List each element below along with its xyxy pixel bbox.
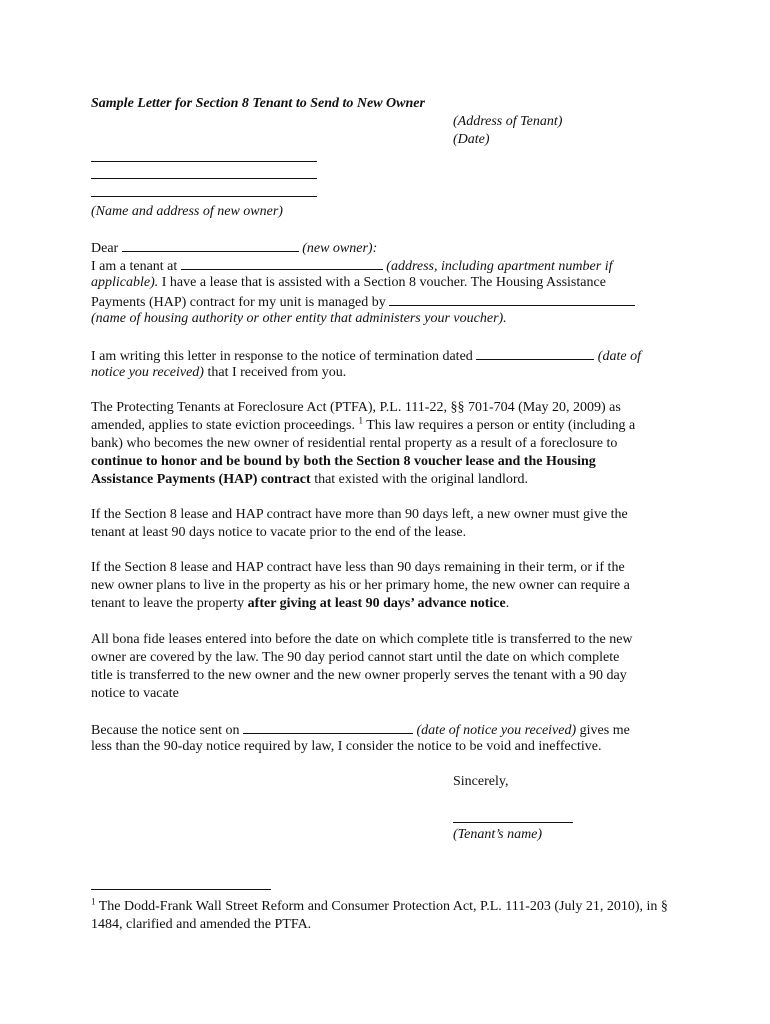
salutation-new-owner: (new owner): bbox=[302, 241, 378, 256]
tenant-address-label: (Address of Tenant) bbox=[453, 114, 563, 129]
less-90-period: . bbox=[505, 596, 510, 611]
intro-tenant-at: I am a tenant at bbox=[91, 259, 178, 274]
bona-fide-line-1: All bona fide leases entered into before the date on which complete title is transferred to the new bbox=[91, 632, 633, 647]
intro-hap-text: Payments (HAP) contract for my unit is managed by bbox=[91, 295, 386, 310]
ptfa-landlord: that existed with the original landlord. bbox=[310, 472, 529, 487]
intro-line-2 bbox=[91, 274, 606, 292]
tenant-address-blank[interactable] bbox=[181, 256, 383, 270]
less-90-line-3 bbox=[91, 595, 509, 613]
letter-title: Sample Letter for Section 8 Tenant to Send to New Owner bbox=[91, 96, 425, 111]
footnote-ref[interactable]: 1 bbox=[358, 415, 363, 426]
bona-fide-line-3: title is transferred to the new owner and the new owner properly serves the tenant with a 90 day bbox=[91, 668, 627, 683]
authority-hint: (name of housing authority or other entity that administers your voucher). bbox=[91, 311, 507, 326]
salutation-line bbox=[91, 238, 377, 258]
less-90-tenant: tenant to leave the property bbox=[91, 596, 248, 611]
address-hint-cont: applicable). bbox=[91, 275, 159, 290]
because-text: Because the notice sent on bbox=[91, 723, 240, 738]
writing-line-2 bbox=[91, 364, 346, 382]
owner-name-blank-line[interactable] bbox=[91, 161, 317, 162]
footnote-line-2: 1484, clarified and amended the PTFA. bbox=[91, 917, 312, 932]
intro-line-3 bbox=[91, 292, 635, 312]
ptfa-line-2 bbox=[91, 417, 635, 435]
ptfa-line-3: bank) who becomes the new owner of residential rental property as a result of a foreclosure to bbox=[91, 436, 618, 451]
footnote-text: The Dodd-Frank Wall Street Reform and Consumer Protection Act, P.L. 111-203 (July 21, 2010), in § bbox=[95, 899, 668, 914]
signature-blank-line[interactable] bbox=[453, 822, 573, 823]
owner-address-blank-line-2[interactable] bbox=[91, 196, 317, 197]
more-90-line-2: tenant at least 90 days notice to vacate prior to the end of the lease. bbox=[91, 525, 467, 540]
notice-date-hint: (date of notice you received) bbox=[416, 723, 577, 738]
ptfa-requires: This law requires a person or entity (including a bbox=[362, 418, 636, 433]
ptfa-line-5 bbox=[91, 471, 528, 489]
ptfa-bold-line: continue to honor and be bound by both the Section 8 voucher lease and the Housing bbox=[91, 454, 596, 469]
ptfa-applies: amended, applies to state eviction proceedings. bbox=[91, 418, 355, 433]
intro-line-1 bbox=[91, 256, 612, 276]
termination-date-blank[interactable] bbox=[476, 346, 594, 360]
ptfa-line-1: The Protecting Tenants at Foreclosure Act (PTFA), P.L. 111-22, §§ 701-704 (May 20, 2009) as bbox=[91, 400, 621, 415]
more-90-line-1: If the Section 8 lease and HAP contract have more than 90 days left, a new owner must give the bbox=[91, 507, 628, 522]
less-90-bold: after giving at least 90 days’ advance notice bbox=[247, 596, 506, 611]
tenant-name-label: (Tenant’s name) bbox=[453, 827, 543, 842]
less-90-line-2: new owner plans to live in the property as his or her primary home, the new owner can require a bbox=[91, 578, 630, 593]
footnote-line-1 bbox=[91, 898, 668, 916]
because-gives: gives me bbox=[576, 723, 630, 738]
owner-address-blank-line-1[interactable] bbox=[91, 178, 317, 179]
footnote-separator bbox=[91, 889, 271, 890]
closing: Sincerely, bbox=[453, 774, 509, 789]
bona-fide-line-2: owner are covered by the law. The 90 day period cannot start until the date on which complete bbox=[91, 650, 620, 665]
date-hint: (date of bbox=[597, 349, 641, 364]
intro-lease-text: I have a lease that is assisted with a Section 8 voucher. The Housing Assistance bbox=[158, 275, 606, 290]
writing-rest: that I received from you. bbox=[203, 365, 347, 380]
because-line-1 bbox=[91, 720, 630, 740]
bona-fide-line-4: notice to vacate bbox=[91, 686, 179, 701]
less-90-line-1: If the Section 8 lease and HAP contract have less than 90 days remaining in their term, or if the bbox=[91, 560, 625, 575]
owner-label: (Name and address of new owner) bbox=[91, 204, 283, 219]
salutation-dear: Dear bbox=[91, 241, 119, 256]
writing-line-1 bbox=[91, 346, 641, 366]
ptfa-bold-hap: Assistance Payments (HAP) contract bbox=[91, 472, 311, 487]
notice-date-blank[interactable] bbox=[243, 720, 413, 734]
date-label: (Date) bbox=[453, 132, 490, 147]
writing-text: I am writing this letter in response to the notice of termination dated bbox=[91, 349, 473, 364]
date-hint-cont: notice you received) bbox=[91, 365, 204, 380]
housing-authority-blank[interactable] bbox=[389, 292, 635, 306]
address-hint: (address, including apartment number if bbox=[386, 259, 613, 274]
owner-name-blank[interactable] bbox=[122, 238, 299, 252]
footnote-number: 1 bbox=[91, 896, 96, 907]
because-line-2: less than the 90-day notice required by law, I consider the notice to be void and ineffective. bbox=[91, 739, 602, 754]
